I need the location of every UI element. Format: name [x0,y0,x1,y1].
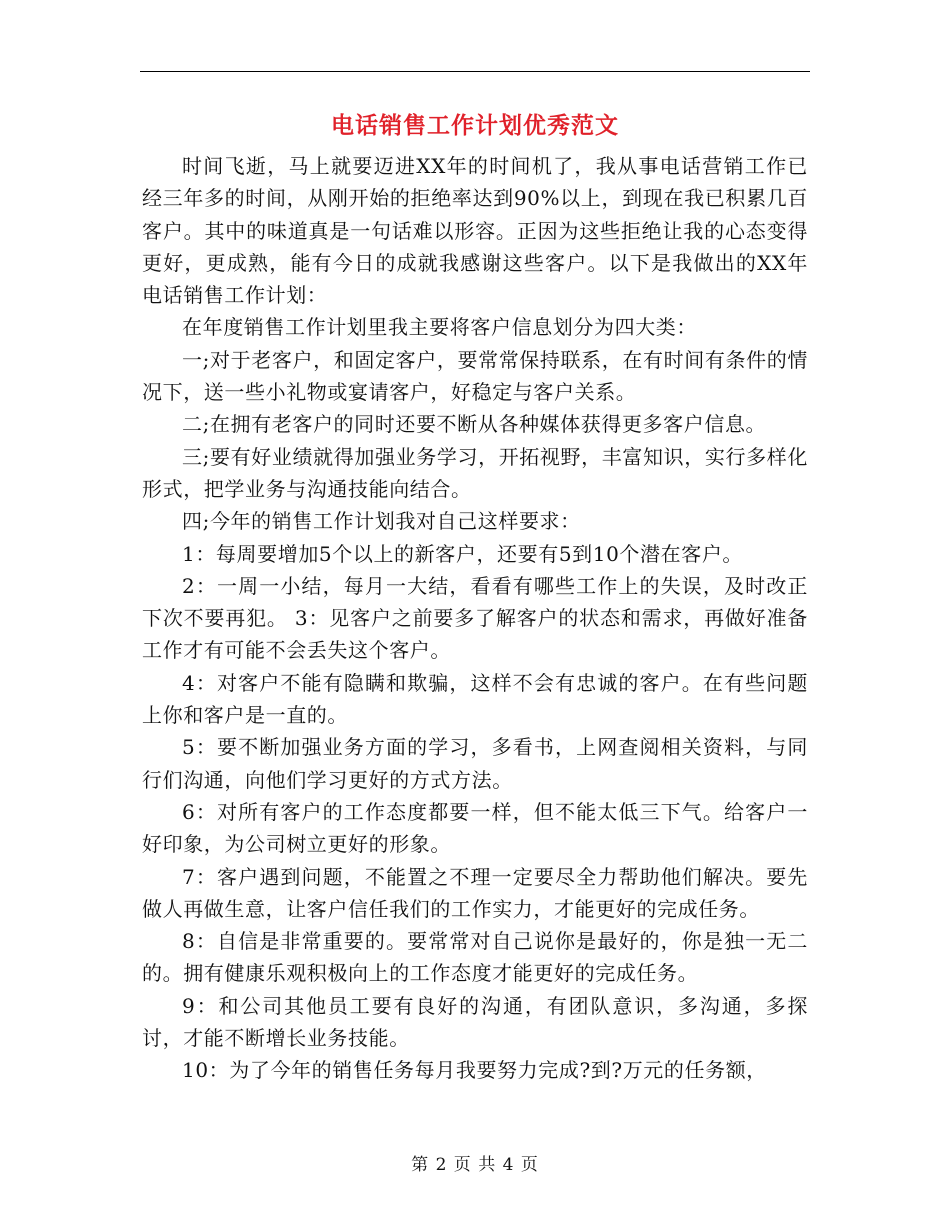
document-body [142,150,808,1087]
paragraph: 四;今年的销售工作计划我对自己这样要求： [182,509,581,534]
paragraph: 1：每周要增加5个以上的新客户，还要有5到10个潜在客户。 [182,541,744,566]
paragraph: 4：对客户不能有隐瞒和欺骗，这样不会有忠诚的客户。在有些问题上你和客户是一直的。 [142,670,808,728]
paragraph: 时间飞逝，马上就要迈进XX年的时间机了，我从事电话营销工作已经三年多的时间，从刚开始的拒绝率达到90%以上，到现在我已积累几百客户。其中的味道真是一句话难以形容。正因为这些拒绝让我的心态变得更好，更成熟，能有今日的成就我感谢这些客户。以下是我做出的XX年电话销售工作计划： [142,154,808,308]
header-rule [140,71,810,72]
page-number: 第 2 页 共 4 页 [411,1155,539,1175]
page-footer [140,1153,810,1177]
document-title: 电话销售工作计划优秀范文 [331,112,619,139]
paragraph: 9：和公司其他员工要有良好的沟通，有团队意识，多沟通，多探讨，才能不断增长业务技能。 [142,993,808,1051]
paragraph: 8：自信是非常重要的。要常常对自己说你是最好的，你是独一无二的。拥有健康乐观积极向上的工作态度才能更好的完成任务。 [142,929,808,986]
paragraph: 二;在拥有老客户的同时还要不断从各种媒体获得更多客户信息。 [182,412,767,437]
paragraph: 6：对所有客户的工作态度都要一样，但不能太低三下气。给客户一好印象，为公司树立更好的形象。 [142,799,808,857]
paragraph: 在年度销售工作计划里我主要将客户信息划分为四大类： [182,315,697,340]
paragraph: 10：为了今年的销售任务每月我要努力完成?到?万元的任务额， [182,1058,767,1083]
paragraph: 一;对于老客户，和固定客户，要常常保持联系，在有时间有条件的情况下，送一些小礼物或宴请客户，好稳定与客户关系。 [142,347,808,405]
paragraph: 7：客户遇到问题，不能置之不理一定要尽全力帮助他们解决。要先做人再做生意，让客户信任我们的工作实力，才能更好的完成任务。 [142,864,808,921]
paragraph: 三;要有好业绩就得加强业务学习，开拓视野，丰富知识，实行多样化形式，把学业务与沟通技能向结合。 [142,444,808,501]
paragraph: 5：要不断加强业务方面的学习，多看书，上网查阅相关资料，与同行们沟通，向他们学习更好的方式方法。 [142,735,808,792]
paragraph: 2：一周一小结，每月一大结，看看有哪些工作上的失误，及时改正下次不要再犯。 3：见客户之前要多了解客户的状态和需求，再做好准备工作才有可能不会丢失这个客户。 [142,573,808,663]
